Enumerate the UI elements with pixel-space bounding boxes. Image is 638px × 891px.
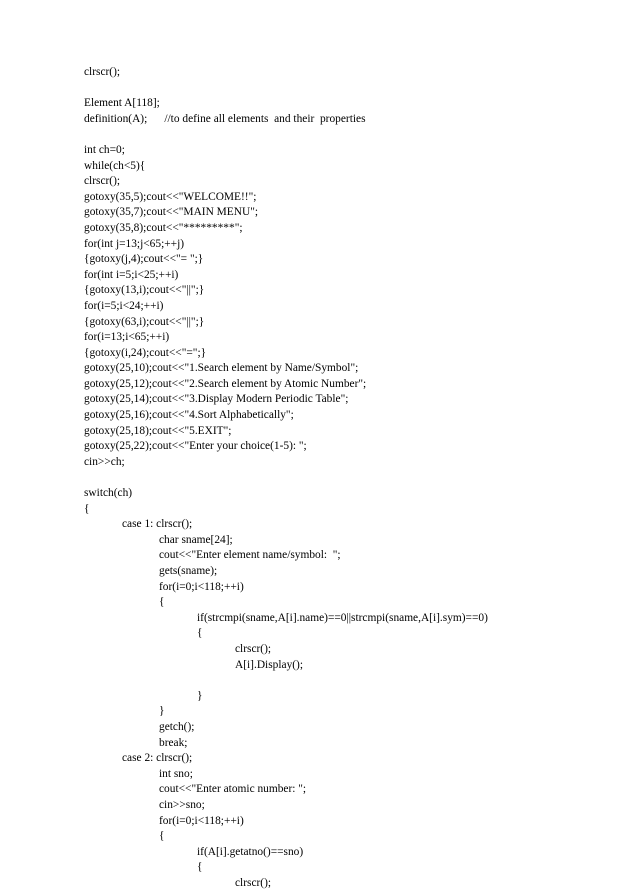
- code-line: {: [159, 830, 165, 843]
- code-listing: [84, 65, 624, 891]
- blank-line: [84, 470, 624, 486]
- code-line: {: [197, 627, 203, 640]
- code-line: gotoxy(25,14);cout<<"3.Display Modern Periodic Table";: [84, 393, 349, 406]
- code-line: if(A[i].getatno()==sno): [197, 845, 304, 858]
- code-line: for(i=13;i<65;++i): [84, 331, 170, 344]
- code-line: if(strcmpi(sname,A[i].name)==0||strcmpi(sname,A[i].sym)==0): [197, 611, 488, 624]
- code-line: clrscr();: [84, 66, 121, 78]
- code-line: gotoxy(25,10);cout<<"1.Search element by Name/Symbol";: [84, 362, 359, 375]
- code-line: int sno;: [159, 767, 193, 780]
- code-line: definition(A); //to define all elements and their properties: [84, 112, 366, 125]
- code-line: cin>>sno;: [159, 798, 205, 811]
- code-line: {: [84, 502, 90, 515]
- code-line: {gotoxy(63,i);cout<<"||";}: [84, 315, 205, 328]
- code-line: while(ch<5){: [84, 159, 146, 172]
- code-line: case 1: clrscr();: [122, 518, 193, 531]
- code-line: {gotoxy(i,24);cout<<"=";}: [84, 346, 207, 359]
- code-line: break;: [159, 736, 188, 749]
- code-line: clrscr();: [235, 876, 272, 889]
- code-line: Element A[118];: [84, 97, 160, 110]
- code-line: for(i=0;i<118;++i): [159, 814, 244, 827]
- blank-line: [84, 127, 624, 143]
- code-line: for(int i=5;i<25;++i): [84, 268, 179, 281]
- code-line: gets(sname);: [159, 565, 218, 577]
- code-line: {gotoxy(j,4);cout<<"= ";}: [84, 253, 204, 266]
- code-line: cout<<"Enter atomic number: ";: [159, 783, 307, 796]
- code-line: gotoxy(25,22);cout<<"Enter your choice(1-5): ";: [84, 440, 307, 453]
- code-line: gotoxy(25,18);cout<<"5.EXIT";: [84, 424, 232, 437]
- code-line: }: [197, 689, 203, 702]
- code-line: gotoxy(25,12);cout<<"2.Search element by Atomic Number";: [84, 377, 367, 390]
- code-line: cout<<"Enter element name/symbol: ";: [159, 549, 341, 562]
- code-line: clrscr();: [235, 642, 272, 655]
- code-line: getch();: [159, 720, 195, 733]
- code-line: {: [159, 596, 165, 609]
- code-line: for(int j=13;j<65;++j): [84, 237, 185, 250]
- code-line: gotoxy(35,7);cout<<"MAIN MENU";: [84, 206, 259, 219]
- code-line: char sname[24];: [159, 533, 233, 546]
- code-line: gotoxy(35,8);cout<<"*********";: [84, 221, 243, 234]
- code-line: case 2: clrscr();: [122, 752, 193, 765]
- blank-line: [84, 673, 624, 689]
- code-line: }: [159, 705, 165, 718]
- code-line: for(i=0;i<118;++i): [159, 580, 244, 593]
- code-line: cin>>ch;: [84, 455, 125, 468]
- code-line: for(i=5;i<24;++i): [84, 299, 164, 312]
- code-line: {gotoxy(13,i);cout<<"||";}: [84, 284, 205, 297]
- code-line: {: [197, 861, 203, 874]
- code-line: A[i].Display();: [235, 658, 304, 671]
- code-line: gotoxy(25,16);cout<<"4.Sort Alphabetically";: [84, 409, 294, 422]
- blank-line: [84, 81, 624, 97]
- code-line: int ch=0;: [84, 143, 125, 156]
- code-line: gotoxy(35,5);cout<<"WELCOME!!";: [84, 190, 257, 203]
- code-line: clrscr();: [84, 175, 121, 188]
- code-line: switch(ch): [84, 487, 133, 500]
